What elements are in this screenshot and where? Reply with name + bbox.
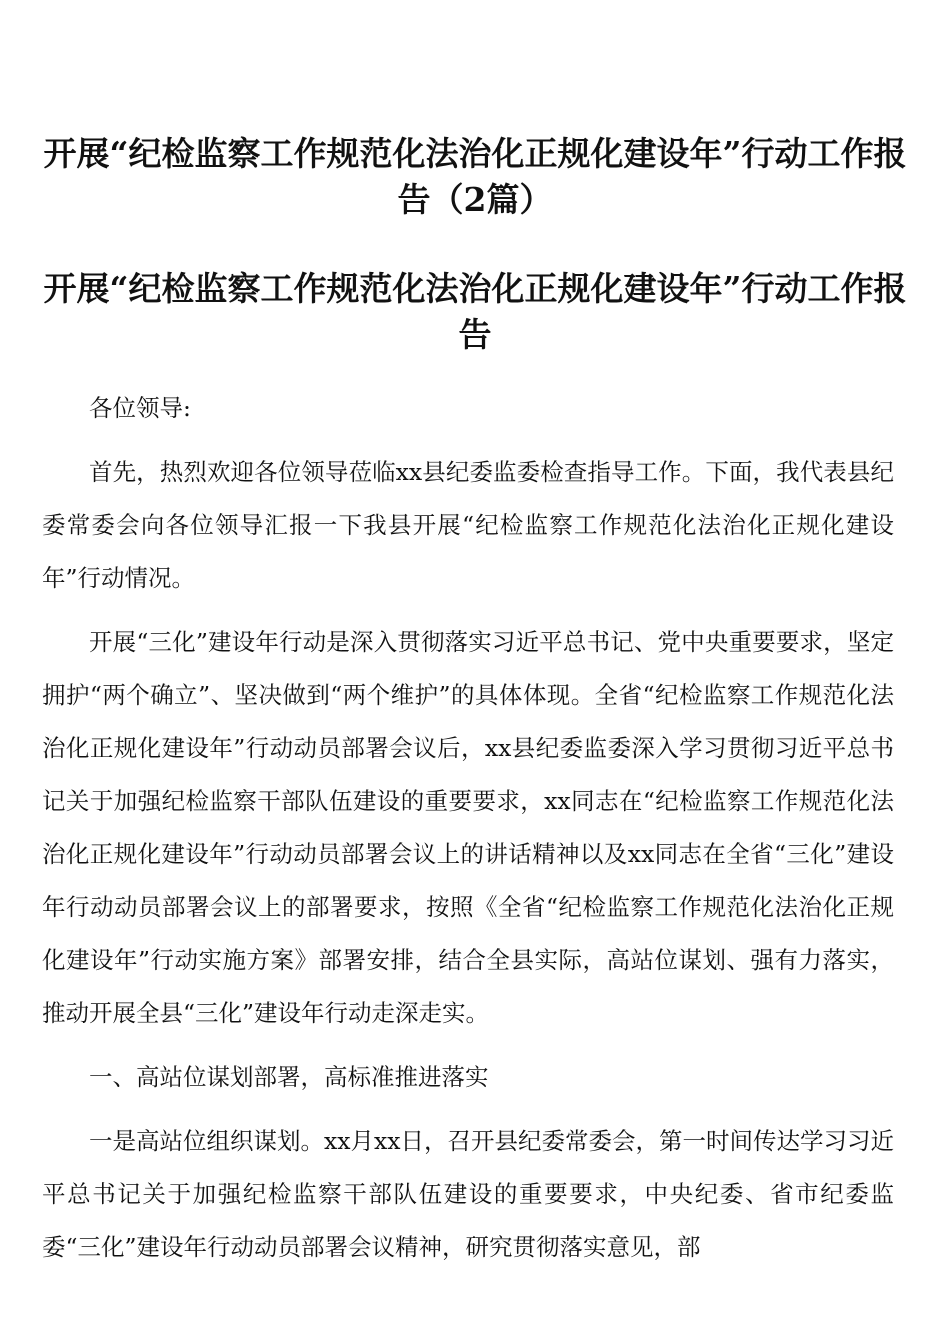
document-title: 开展“纪检监察工作规范化法治化正规化建设年”行动工作报告（2篇）	[43, 134, 907, 219]
body-paragraph: 开展“三化”建设年行动是深入贯彻落实习近平总书记、党中央重要要求，坚定拥护“两个确立”、坚决做到“两个维护”的具体体现。全省“纪检监察工作规范化法治化正规化建设年”行动动员部署会议后，xx县纪委监委深入学习贯彻习近平总书记关于加强纪检监察干部队伍建设的重要要求，xx同志在“纪检监察工作规范化法治化正规化建设年”行动动员部署会议上的讲话精神以及xx同志在全省“三化”建设年行动动员部署会议上的部署要求，按照《全省“纪检监察工作规范化法治化正规化建设年”行动实施方案》部署安排，结合全县实际，高站位谋划、强有力落实，推动开展全县“三化”建设年行动走深走实。	[42, 628, 894, 1027]
document-body	[42, 382, 894, 1285]
body-paragraph: 首先，热烈欢迎各位领导莅临xx县纪委监委检查指导工作。下面，我代表县纪委常委会向各位领导汇报一下我县开展“纪检监察工作规范化法治化正规化建设年”行动情况。	[42, 458, 894, 592]
section-title: 开展“纪检监察工作规范化法治化正规化建设年”行动工作报告	[43, 269, 907, 354]
section-heading: 一、高站位谋划部署，高标准推进落实	[89, 1063, 489, 1091]
body-paragraph: 一是高站位组织谋划。xx月xx日，召开县纪委常委会，第一时间传达学习习近平总书记关于加强纪检监察干部队伍建设的重要要求，中央纪委、省市纪委监委“三化”建设年行动动员部署会议精神，研究贯彻落实意见，部	[42, 1127, 895, 1261]
salutation: 各位领导:	[89, 394, 191, 422]
